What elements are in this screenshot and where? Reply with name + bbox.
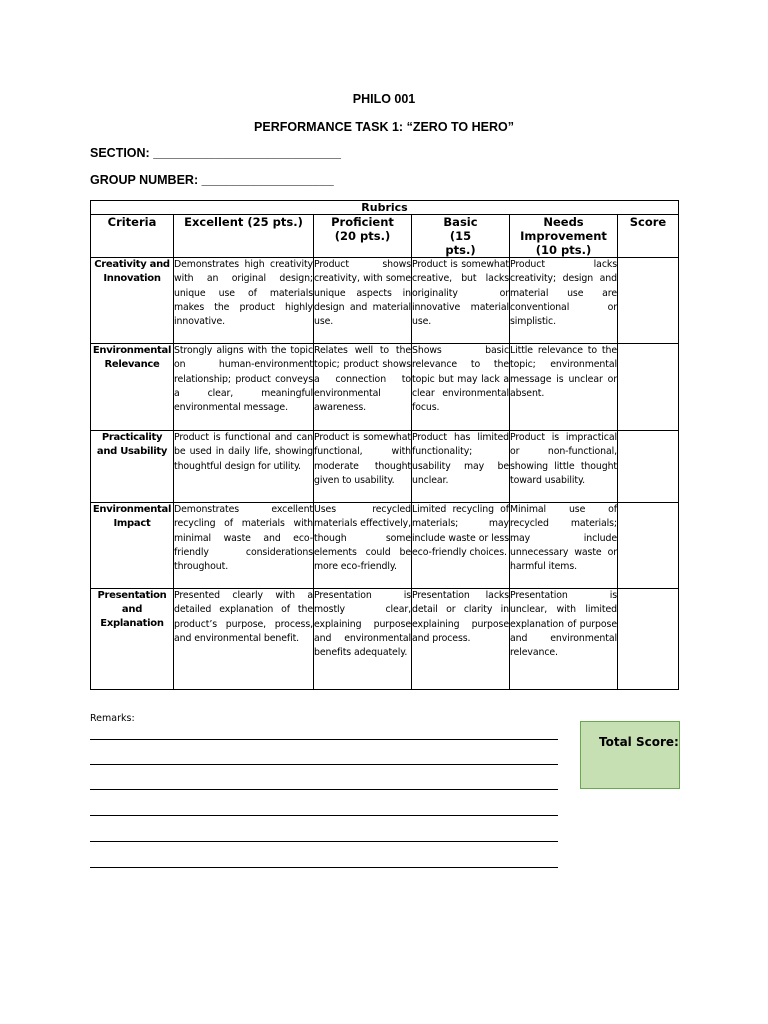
score-cell[interactable]: [618, 344, 679, 431]
table-row: [91, 503, 679, 589]
proficient-cell: Product shows creativity, with some unique aspects in design and material use.: [314, 258, 412, 344]
column-header-needs-improvement: Needs Improvement (10 pts.): [510, 215, 618, 258]
criteria-cell: Practicality and Usability: [91, 431, 174, 503]
score-cell[interactable]: [618, 258, 679, 344]
excellent-cell: Product is functional and can be used in daily life, showing thoughtful design for utility.: [174, 431, 314, 503]
needs-improvement-cell: Product is impractical or non-functional, showing little thought toward usability.: [510, 431, 618, 503]
proficient-cell: Product is somewhat functional, with moderate thought given to usability.: [314, 431, 412, 503]
remarks-label: Remarks:: [90, 713, 135, 724]
task-title: PERFORMANCE TASK 1: “ZERO TO HERO”: [254, 120, 514, 134]
criteria-cell: Environmental Impact: [91, 503, 174, 589]
column-header-proficient: Proficient (20 pts.): [314, 215, 412, 258]
rubric-header-row: [91, 215, 679, 258]
proficient-cell: Uses recycled materials effectively, though some elements could be more eco-friendly.: [314, 503, 412, 589]
basic-cell: Product is somewhat creative, but lacks originality or innovative material use.: [412, 258, 510, 344]
table-row: [91, 431, 679, 503]
criteria-cell: Creativity and Innovation: [91, 258, 174, 344]
table-row: [91, 344, 679, 431]
excellent-cell: Demonstrates excellent recycling of materials with minimal waste and eco-friendly considerations throughout.: [174, 503, 314, 589]
column-header-score: Score: [618, 215, 679, 258]
course-title: PHILO 001: [352, 92, 416, 106]
group-number-field[interactable]: GROUP NUMBER: ___________________: [90, 173, 334, 187]
needs-improvement-cell: Presentation is unclear, with limited explanation of purpose and environmental relevance.: [510, 589, 618, 690]
remarks-line[interactable]: [90, 867, 558, 868]
column-header-excellent: Excellent (25 pts.): [174, 215, 314, 258]
remarks-line[interactable]: [90, 739, 558, 740]
needs-improvement-cell: Little relevance to the topic; environmental message is unclear or absent.: [510, 344, 618, 431]
total-score-label: Total Score:: [599, 735, 679, 749]
needs-improvement-cell: Product lacks creativity; design and material use are conventional or simplistic.: [510, 258, 618, 344]
excellent-cell: Demonstrates high creativity with an original design; unique use of materials makes the product highly innovative.: [174, 258, 314, 344]
table-row: [91, 258, 679, 344]
needs-improvement-cell: Minimal use of recycled materials; may include unnecessary waste or harmful items.: [510, 503, 618, 589]
basic-cell: Limited recycling of materials; may include waste or less eco-friendly choices.: [412, 503, 510, 589]
basic-cell: Product has limited functionality; usability may be unclear.: [412, 431, 510, 503]
excellent-cell: Strongly aligns with the topic on human-environment relationship; product conveys a clear, meaningful environmental message.: [174, 344, 314, 431]
table-row: [91, 589, 679, 690]
column-header-basic: Basic (15 pts.): [412, 215, 510, 258]
proficient-cell: Presentation is mostly clear, explaining purpose and environmental benefits adequately.: [314, 589, 412, 690]
proficient-cell: Relates well to the topic; product shows a connection to environmental awareness.: [314, 344, 412, 431]
basic-cell: Shows basic relevance to the topic but may lack a clear environmental focus.: [412, 344, 510, 431]
criteria-cell: Presentation and Explanation: [91, 589, 174, 690]
column-header-criteria: Criteria: [91, 215, 174, 258]
remarks-line[interactable]: [90, 841, 558, 842]
total-score-box[interactable]: [580, 721, 680, 789]
remarks-line[interactable]: [90, 815, 558, 816]
criteria-cell: Environmental Relevance: [91, 344, 174, 431]
score-cell[interactable]: [618, 431, 679, 503]
score-cell[interactable]: [618, 503, 679, 589]
rubric-caption-row: [91, 201, 679, 215]
remarks-line[interactable]: [90, 764, 558, 765]
basic-cell: Presentation lacks detail or clarity in explaining purpose and process.: [412, 589, 510, 690]
remarks-line[interactable]: [90, 789, 558, 790]
excellent-cell: Presented clearly with a detailed explanation of the product’s purpose, process, and environmental benefit.: [174, 589, 314, 690]
rubric-table: [90, 200, 679, 690]
rubrics-caption: Rubrics: [91, 201, 679, 215]
score-cell[interactable]: [618, 589, 679, 690]
section-field[interactable]: SECTION: ___________________________: [90, 146, 341, 160]
